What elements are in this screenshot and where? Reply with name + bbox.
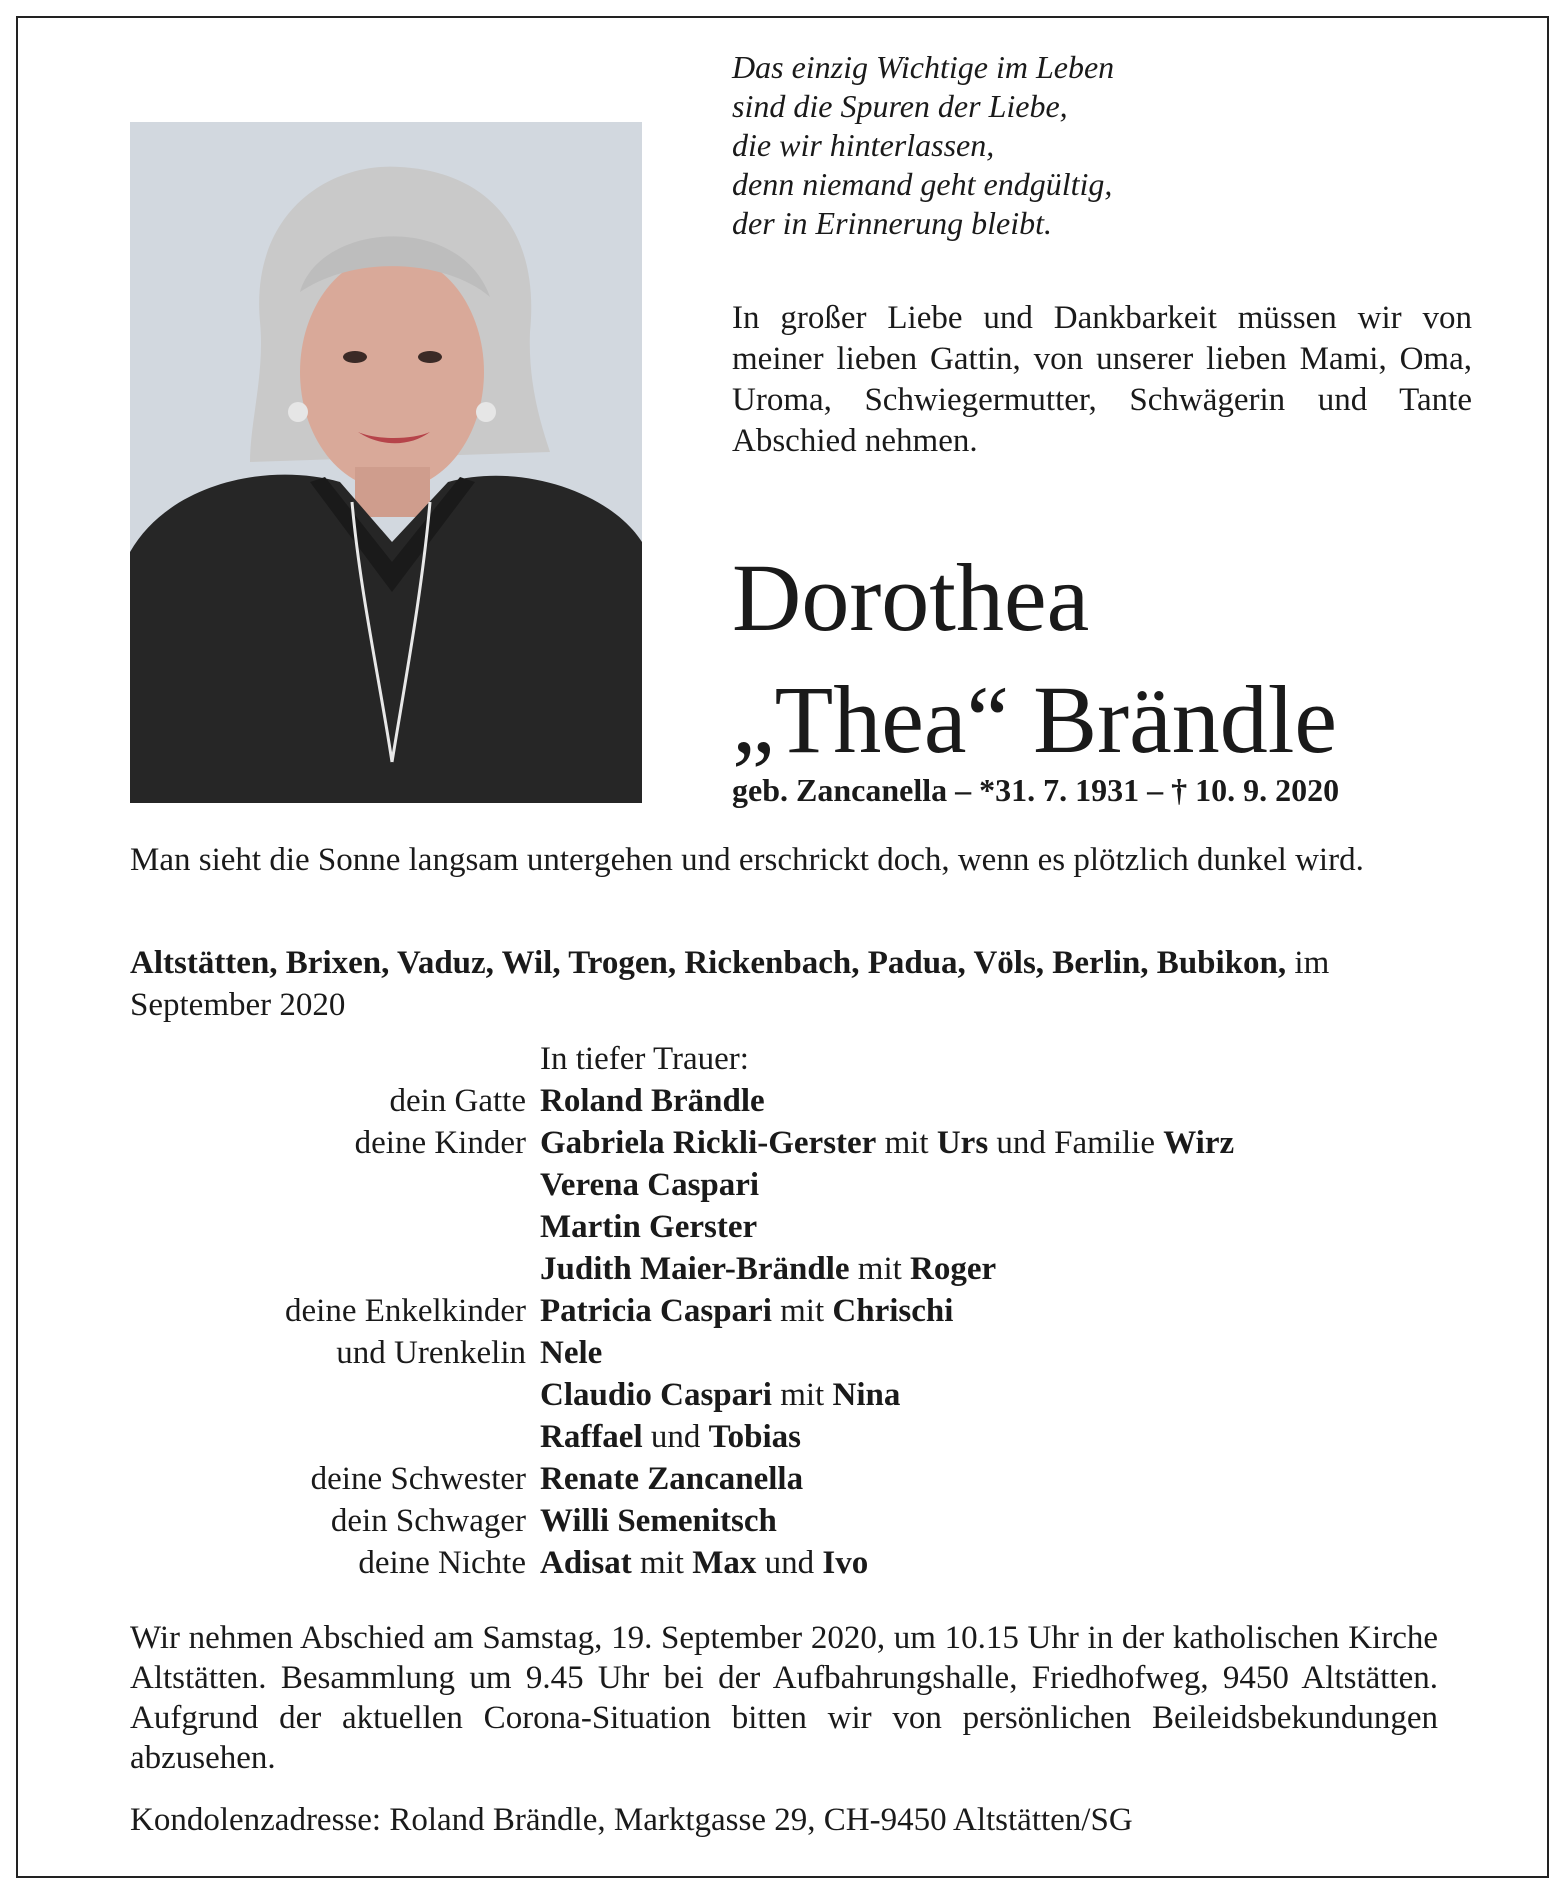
mourning-heading: In tiefer Trauer: <box>540 1041 749 1077</box>
mourner-relation <box>130 1248 540 1290</box>
mourner-name: Adisat <box>540 1545 632 1581</box>
mourner-names <box>540 1458 803 1500</box>
mourner-name: Roland Brändle <box>540 1083 765 1119</box>
connector-text: und <box>756 1545 823 1581</box>
mourner-row <box>130 1290 1460 1332</box>
mourner-relation <box>130 1206 540 1248</box>
mourner-names <box>540 1500 777 1542</box>
mourner-name: Martin Gerster <box>540 1209 758 1245</box>
mourner-relation <box>130 1374 540 1416</box>
mourner-relation: und Urenkelin <box>336 1335 526 1371</box>
connector-text: und <box>642 1419 709 1455</box>
mourner-name: Ivo <box>822 1545 869 1581</box>
mourner-name: Urs <box>936 1125 989 1161</box>
mourner-row <box>130 1248 1460 1290</box>
deceased-name: „Thea“ Brändle <box>732 666 1337 773</box>
mourner-row <box>130 1374 1460 1416</box>
mourner-name: Verena Caspari <box>540 1167 760 1203</box>
mourner-relation <box>130 1164 540 1206</box>
mourner-row <box>130 1206 1460 1248</box>
poem <box>732 48 1492 243</box>
sunset-quote: Man sieht die Sonne langsam untergehen und erschrickt doch, wenn es plötzlich dunkel wird. <box>130 842 1364 878</box>
poem-line: die wir hinterlassen, <box>732 127 995 163</box>
connector-text: mit <box>876 1125 937 1161</box>
connector-text: mit <box>771 1377 833 1413</box>
mourner-name: Roger <box>910 1251 997 1287</box>
mourner-name: Gabriela Rickli-Gerster <box>540 1125 877 1161</box>
birth-death-dates: geb. Zancanella – *31. 7. 1931 – † 10. 9. 2020 <box>732 772 1340 808</box>
mourner-names <box>540 1416 801 1458</box>
intro-text: In großer Liebe und Dankbarkeit müssen wir von meiner lieben Gattin, von unserer lieben Mami, Oma, Uroma, Schwiegermutter, Schwägerin und Tante Abschied nehmen. <box>732 300 1472 459</box>
connector-text: mit <box>631 1545 693 1581</box>
deceased-first-name: Dorothea <box>732 544 1090 651</box>
connector-text: mit <box>771 1293 833 1329</box>
poem-line: sind die Spuren der Liebe, <box>732 88 1068 124</box>
mourner-name: Claudio Caspari <box>540 1377 772 1413</box>
mourner-row <box>130 1542 1460 1584</box>
mourner-name: Max <box>692 1545 757 1581</box>
poem-line: denn niemand geht endgültig, <box>732 166 1113 202</box>
mourner-name: Raffael <box>540 1419 643 1455</box>
places-date: im September 2020 <box>130 945 1330 1023</box>
connector-text: und Familie <box>988 1125 1164 1161</box>
mourner-names <box>540 1122 1234 1164</box>
mourner-row <box>130 1122 1460 1164</box>
poem-line: der in Erinnerung bleibt. <box>732 205 1052 241</box>
mourner-names <box>540 1542 868 1584</box>
mourner-relation: deine Nichte <box>358 1545 526 1581</box>
places-line <box>130 942 1438 1026</box>
mourner-name: Renate Zancanella <box>540 1461 804 1497</box>
ceremony-text: Wir nehmen Abschied am Samstag, 19. September 2020, um 10.15 Uhr in der katholischen Kirche Altstätten. Besammlung um 9.45 Uhr bei der Aufbahrungshalle, Friedhofweg, 9450 Altstätten. Aufgrund der aktuellen Corona-Situation bitten wir von persönlichen Beileidsbekundungen abzusehen. <box>130 1620 1438 1776</box>
mourner-relation: deine Enkelkinder <box>285 1293 526 1329</box>
mourner-names <box>540 1332 602 1374</box>
mourner-relation: deine Kinder <box>354 1125 526 1161</box>
mourner-name: Tobias <box>708 1419 801 1455</box>
mourner-relation: dein Gatte <box>389 1083 526 1119</box>
mourner-relation <box>130 1416 540 1458</box>
mourner-names <box>540 1374 900 1416</box>
condolence-address: Kondolenzadresse: Roland Brändle, Marktgasse 29, CH-9450 Altstätten/SG <box>130 1802 1133 1838</box>
mourner-name: Nina <box>832 1377 901 1413</box>
connector-text: mit <box>849 1251 911 1287</box>
mourner-row <box>130 1500 1460 1542</box>
places-list: Altstätten, Brixen, Vaduz, Wil, Trogen, Rickenbach, Padua, Völs, Berlin, Bubikon, <box>130 945 1287 981</box>
mourner-row <box>130 1416 1460 1458</box>
mourner-row <box>130 1458 1460 1500</box>
mourner-names <box>540 1206 757 1248</box>
mourner-name: Judith Maier-Brändle <box>540 1251 850 1287</box>
mourner-names <box>540 1248 996 1290</box>
portrait-photo <box>130 122 642 803</box>
mourner-relation: dein Schwager <box>330 1503 526 1539</box>
mourner-names <box>540 1290 953 1332</box>
mourner-name: Nele <box>540 1335 603 1371</box>
mourners-list <box>130 1080 1460 1584</box>
mourner-name: Patricia Caspari <box>540 1293 772 1329</box>
mourner-row <box>130 1332 1460 1374</box>
mourner-name: Willi Semenitsch <box>540 1503 777 1539</box>
mourner-row <box>130 1080 1460 1122</box>
poem-line: Das einzig Wichtige im Leben <box>732 49 1115 85</box>
mourner-names <box>540 1080 765 1122</box>
mourner-name: Wirz <box>1163 1125 1235 1161</box>
mourners-section <box>130 1038 1460 1584</box>
mourner-names <box>540 1164 759 1206</box>
mourner-name: Chrischi <box>832 1293 954 1329</box>
mourner-row <box>130 1164 1460 1206</box>
mourner-relation: deine Schwester <box>310 1461 526 1497</box>
